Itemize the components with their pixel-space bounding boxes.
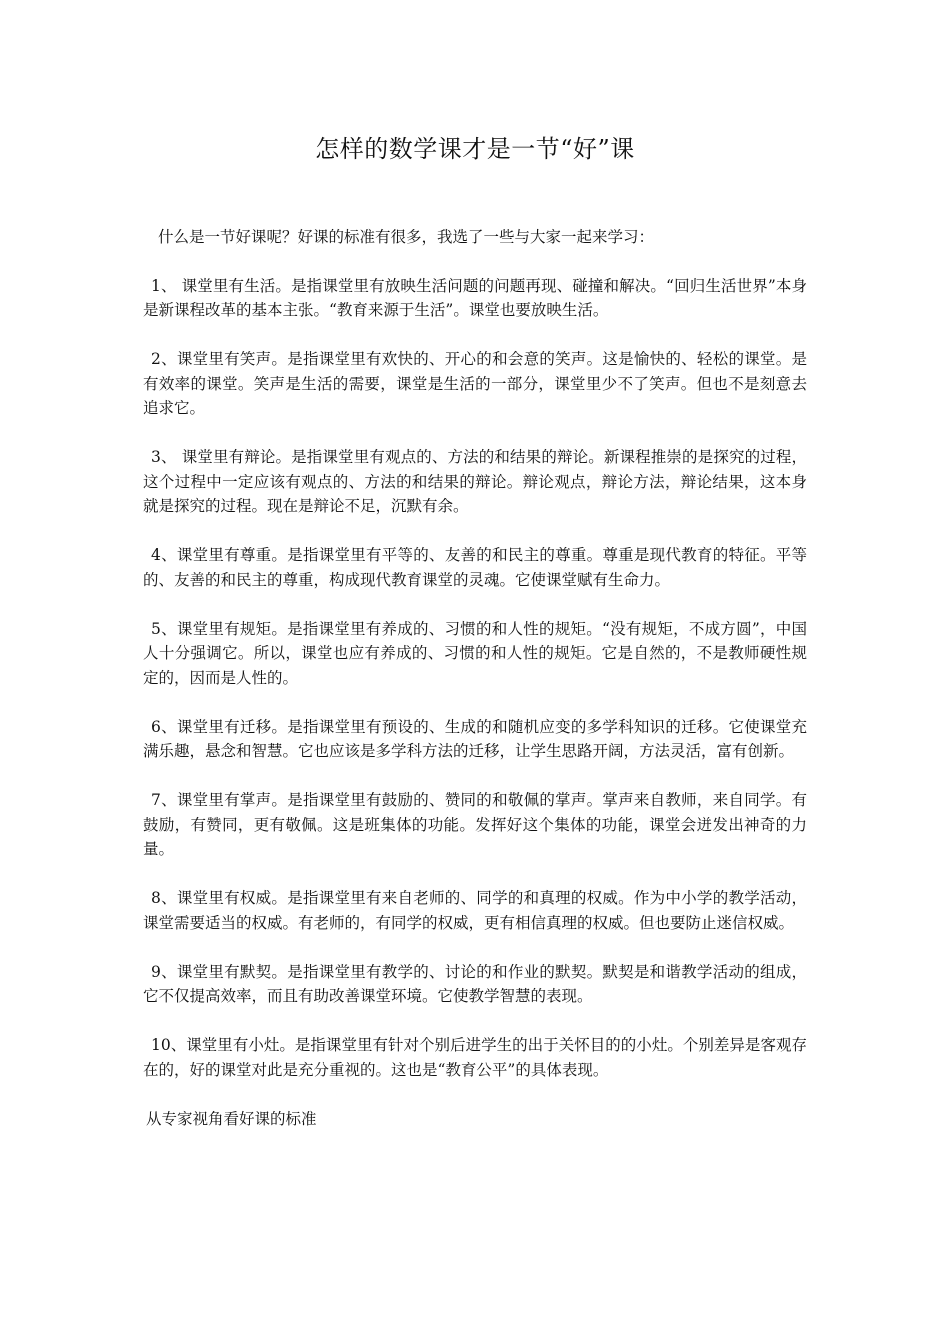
- list-item: 7、课堂里有掌声。是指课堂里有鼓励的、赞同的和敬佩的掌声。掌声来自教师，来自同学。有鼓励，有赞同，更有敬佩。这是班集体的功能。发挥好这个集体的功能，课堂会迸发出神奇的力量。: [143, 791, 807, 858]
- list-item: 3、 课堂里有辩论。是指课堂里有观点的、方法的和结果的辩论。新课程推崇的是探究的过程，这个过程中一定应该有观点的、方法的和结果的辩论。辩论观点，辩论方法，辩论结果，这本身就是探究的过程。现在是辩论不足，沉默有余。: [143, 448, 807, 515]
- document-body: [143, 225, 807, 1131]
- list-item: 2、课堂里有笑声。是指课堂里有欢快的、开心的和会意的笑声。这是愉快的、轻松的课堂。是有效率的课堂。笑声是生活的需要，课堂是生活的一部分，课堂里少不了笑声。但也不是刻意去追求它。: [143, 350, 807, 417]
- intro-paragraph: 什么是一节好课呢？好课的标准有很多，我选了一些与大家一起来学习：: [158, 228, 655, 246]
- closing-heading: 从专家视角看好课的标准: [146, 1109, 317, 1128]
- list-item: 4、课堂里有尊重。是指课堂里有平等的、友善的和民主的尊重。尊重是现代教育的特征。平等的、友善的和民主的尊重，构成现代教育课堂的灵魂。它使课堂赋有生命力。: [143, 546, 807, 589]
- list-item: 6、课堂里有迁移。是指课堂里有预设的、生成的和随机应变的多学科知识的迁移。它使课堂充满乐趣，悬念和智慧。它也应该是多学科方法的迁移，让学生思路开阔，方法灵活，富有创新。: [143, 717, 807, 760]
- list-item: 9、课堂里有默契。是指课堂里有教学的、讨论的和作业的默契。默契是和谐教学活动的组成，它不仅提高效率，而且有助改善课堂环境。它使教学智慧的表现。: [143, 962, 807, 1005]
- list-item: 5、课堂里有规矩。是指课堂里有养成的、习惯的和人性的规矩。“没有规矩，不成方圆”，中国人十分强调它。所以，课堂也应有养成的、习惯的和人性的规矩。它是自然的，不是教师硬性规定的，因而是人性的。: [143, 619, 807, 687]
- list-item: 10、课堂里有小灶。是指课堂里有针对个别后进学生的出于关怀目的的小灶。个别差异是客观存在的，好的课堂对此是充分重视的。这也是“教育公平”的具体表现。: [143, 1036, 807, 1079]
- list-item: 1、 课堂里有生活。是指课堂里有放映生活问题的问题再现、碰撞和解决。“回归生活世界”本身是新课程改革的基本主张。“教育来源于生活”。课堂也要放映生活。: [143, 276, 807, 319]
- document-title: 怎样的数学课才是一节“好”课: [315, 135, 635, 163]
- list-item: 8、课堂里有权威。是指课堂里有来自老师的、同学的和真理的权威。作为中小学的教学活动，课堂需要适当的权威。有老师的，有同学的权威，更有相信真理的权威。但也要防止迷信权威。: [143, 889, 807, 932]
